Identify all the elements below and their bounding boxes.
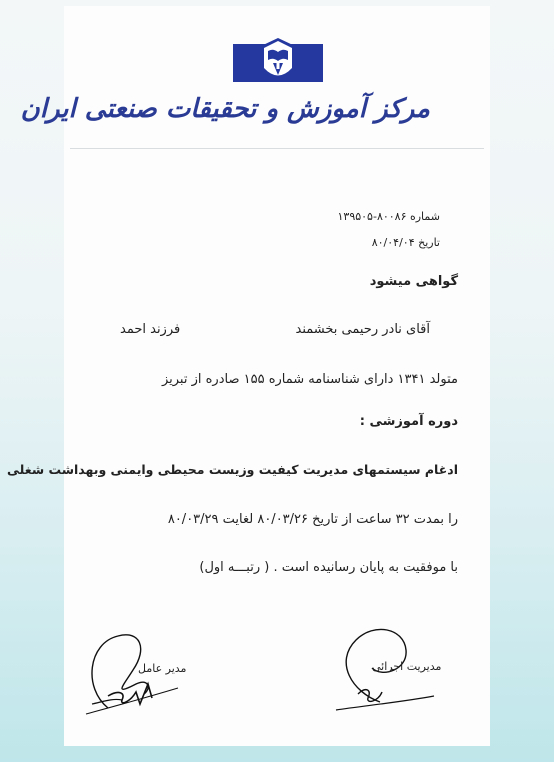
header-divider xyxy=(70,148,484,149)
institute-name: مرکز آموزش و تحقیقات صنعتی ایران xyxy=(20,94,430,124)
managing-director-title: مدیر عامل xyxy=(138,662,187,675)
person-name: آقای نادر رحیمی بخشمند xyxy=(295,322,430,337)
course-title: ادغام سیستمهای مدیریت کیفیت وزیست محیطی وایمنی وبهداشت شغلی xyxy=(7,462,458,477)
executive-manager-title: مدیریت اجرائی xyxy=(372,660,442,673)
father-name: فرزند احمد xyxy=(120,322,181,337)
course-label: دوره آموزشی : xyxy=(359,414,458,429)
institute-logo xyxy=(233,38,323,88)
completion-statement: با موفقیت به پایان رسانیده است . ( رتبـــه اول) xyxy=(199,560,458,575)
doc-number: شماره ۸۰۰۸۶-۱۳۹۵۰۵ xyxy=(337,210,440,223)
certificate-heading: گواهی میشود xyxy=(369,274,458,289)
birth-info: متولد ۱۳۴۱ دارای شناسنامه شماره ۱۵۵ صادره از تبریز xyxy=(161,372,458,387)
doc-date: تاریخ ۸۰/۰۴/۰۴ xyxy=(371,236,440,249)
course-duration: را بمدت ۳۲ ساعت از تاریخ ۸۰/۰۳/۲۶ لغایت ۸۰/۰۳/۲۹ xyxy=(167,512,458,527)
